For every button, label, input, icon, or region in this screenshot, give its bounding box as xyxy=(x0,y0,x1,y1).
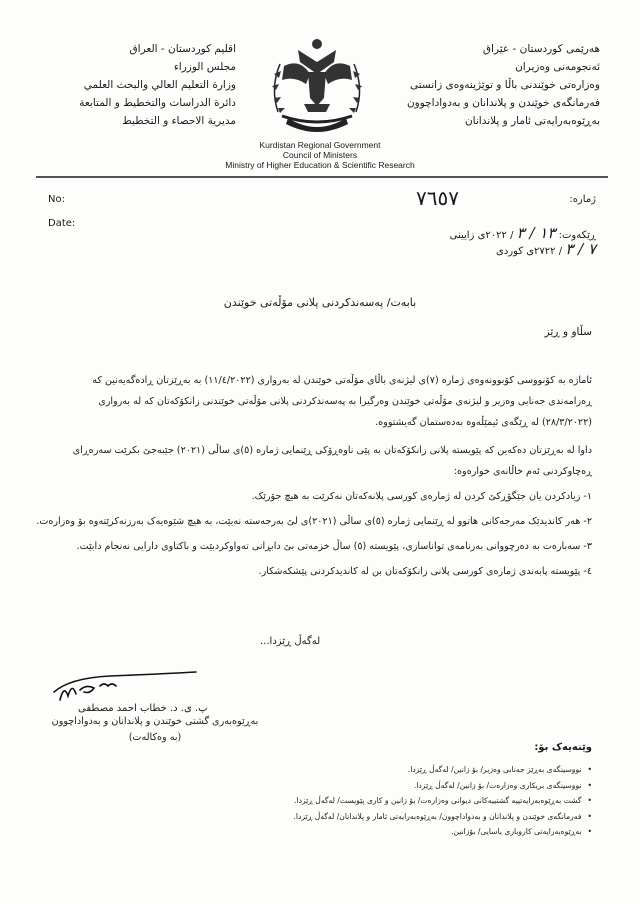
signatory-name: پ. ی. د. خطاب احمد مصطفى xyxy=(78,703,208,714)
date-gregorian-handwritten: ١٣ / ٣ xyxy=(516,224,556,242)
header-kurdish-line: هەرێمی کوردستان - عێراق xyxy=(482,43,600,55)
header-arabic-line: دائرة الدراسات والتخطيط و المتابعة xyxy=(79,97,236,109)
copy-item: • فەرمانگەی خوێندن و پلاندانان و بەدواداچوون/ بەڕێوەبەرایەتی ئامار و پلاندانان/ لەگەڵ ڕێزدا. xyxy=(112,809,592,825)
header-english-line: Ministry of Higher Education & Scientific Research xyxy=(225,160,415,170)
date-kurdish-suffix: / ٢٧٢٢ی کوردی xyxy=(496,246,563,257)
number-label: ژمارە: xyxy=(569,194,596,205)
conditions-list xyxy=(36,486,592,586)
signatory-title-line: (بە وەکالەت) xyxy=(128,732,182,743)
date-label: Date: xyxy=(48,218,76,229)
greeting: سڵاو و ڕێز xyxy=(544,326,592,338)
copies-list xyxy=(112,762,592,840)
list-item: ٣- سەبارەت بە دەرچووانی بەرنامەی تواناسازی، پێویستە (٥) ساڵ خزمەتی بێ دابڕانی تەواوکردبێت و باکتاوی دارایی نەنجام دابێت. xyxy=(76,541,592,552)
header-kurdish-line: وەزارەتی خوێندنی باڵا و توێژینەوەی زانستی xyxy=(409,79,600,91)
paragraph: ئاماژە بە کۆنووسی کۆبوونەوەی ژمارە (٧)ی لیژنەی باڵای مۆڵەتی خوێندن لە بەرواری (١١/٤/٢٠٢٢) بە بەڕێزتان ڕادەگەیەنین کە ڕەزامەندی جەنابی وەزیر و لیژنەی مۆڵەتی خوێندن وەرگیرا بە پەسەندکردنی پلانی مۆڵەتی خوێندنی زانکۆکەتان کە لە بەرواری (٢٨/٣/٢٠٢٢) لە ڕێگەی ئیمێڵەوە بەدەستمان گەیشتووە. xyxy=(92,375,592,428)
closing: لەگەڵ ڕێزدا... xyxy=(260,636,321,647)
list-item: ٤- پێویستە پابەندی ژمارەی کورسی پلانی زانکۆکەتان بن لە کاندیدکردنی پێشکەشکار. xyxy=(258,566,592,577)
header-english-line: Council of Ministers xyxy=(282,150,358,160)
no-label: No: xyxy=(48,194,65,205)
header-english xyxy=(150,140,490,170)
header-kurdish-line: بەڕێوەبەرایەتی ئامار و پلاندانان xyxy=(464,115,600,127)
copies-title: وێنەیەک بۆ: xyxy=(534,742,592,753)
kurdistan-emblem-icon xyxy=(258,28,376,138)
date-label-ku: ڕێکەوت: xyxy=(558,230,596,241)
reference-number xyxy=(416,186,596,210)
list-item: ١- زیادکردن یان جێگۆڕکێ کردن لە ژمارەی کورسی پلانەکەتان نەکرێت بە هیچ جۆرێک. xyxy=(251,491,592,502)
header-english-line: Kurdistan Regional Government xyxy=(259,140,381,150)
copy-item: • بەڕێوەبەرایەتی کاروباری یاسایی/ بۆزانین. xyxy=(112,824,592,840)
copy-item: • نووسینگەی بەڕێز جەنابی وەزیر/ بۆ زانین/ لەگەڵ ڕێزدا. xyxy=(112,762,592,778)
header-arabic-line: اقليم كوردستان - العراق xyxy=(129,43,236,55)
date-gregorian-suffix: / ٢٠٢٢ی زایینی xyxy=(449,230,514,241)
header-divider xyxy=(36,176,608,178)
header-arabic xyxy=(46,40,236,130)
subject-line: بابەت/ پەسەندکردنی پلانی مۆڵەتی خوێندن xyxy=(223,296,417,309)
number-value: ٧٦٥٧ xyxy=(416,186,459,210)
copy-item: • گشت بەڕێوەبەرایەتییە گشتییەکانی دیوانی وەزارەت/ بۆ زانین و کاری پێویست/ لەگەڵ ڕێزدا. xyxy=(112,793,592,809)
header-kurdish-line: ئەنجومەنی وەزیران xyxy=(515,61,600,73)
copy-item: • نووسینگەی بریکاری وەزارەت/ بۆ زانین/ لەگەڵ ڕێزدا. xyxy=(112,778,592,794)
header-kurdish-line: فەرمانگەی خوێندن و پلاندانان و بەدواداچوون xyxy=(406,97,600,109)
header-arabic-line: مديرية الاحصاء و التخطيط xyxy=(122,115,236,127)
signatory-title xyxy=(40,714,270,746)
header-arabic-line: وزارة التعليم العالي والبحث العلمي xyxy=(83,79,236,91)
signatory-title-line: بەڕێوەبەری گشتی خوێندن و پلاندانان و بەدواداچوون xyxy=(51,716,259,727)
date-kurdish xyxy=(496,240,596,258)
date-kurdish-handwritten: ٧ / ٣ xyxy=(565,240,596,258)
header-kurdish xyxy=(370,40,600,130)
list-item: ٢- هەر کاندیدێک مەرجەکانی هاتوو لە ڕێنمایی ژمارە (٥)ی ساڵی (٢٠٢١)ی لێ بەرجەستە نەبێت، بە هیچ شێوەیەک بەرزنەکرێتەوە بۆ وەزارەت. xyxy=(36,516,592,527)
paragraph: داوا لە بەڕێزتان دەکەین کە پێویستە پلانی زانکۆکەتان بە پێی ناوەڕۆکی ڕێنمایی ژمارە (٥)ی ساڵی (٢٠٢١) جێبەجێ بکرێت سەرەڕای ڕەچاوکردنی ئەم خاڵانەی خوارەوە: xyxy=(72,445,592,477)
header-arabic-line: مجلس الوزراء xyxy=(173,61,236,73)
